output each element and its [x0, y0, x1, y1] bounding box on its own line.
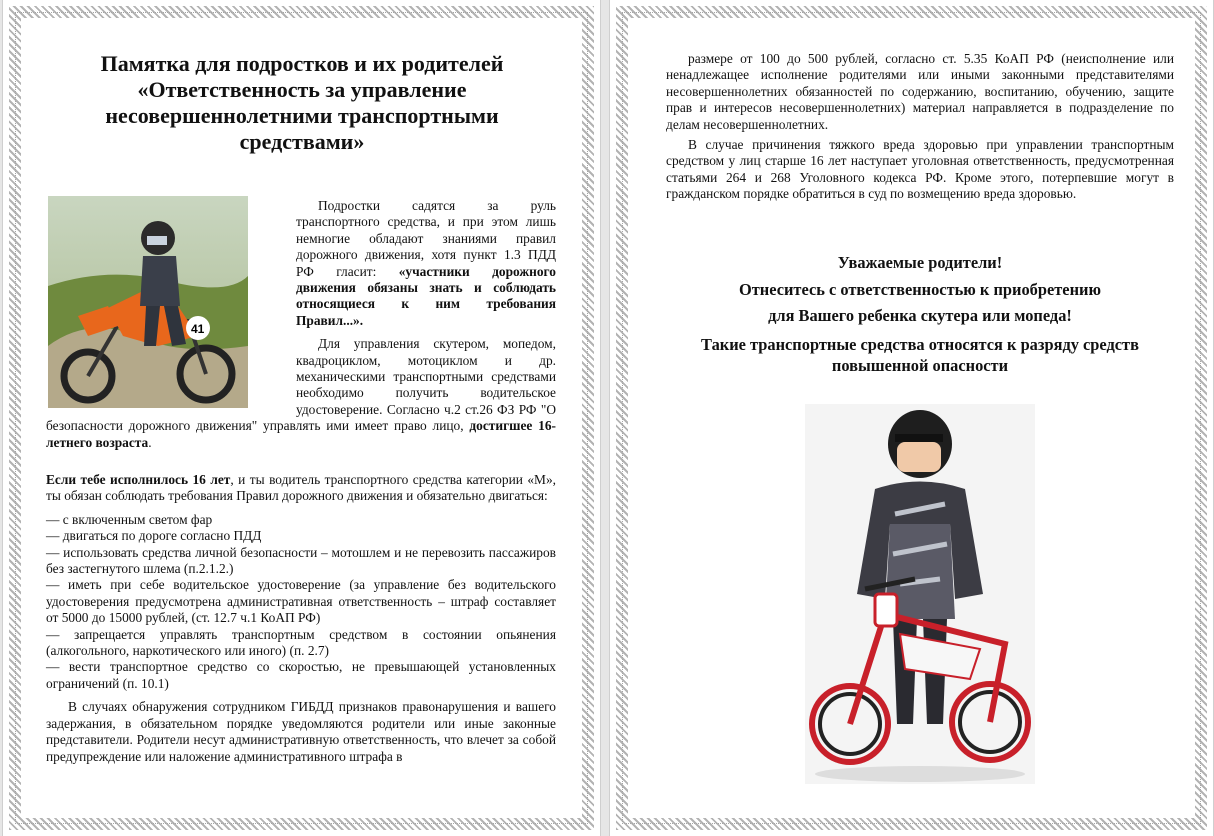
appeal-heading: Уважаемые родители!	[837, 253, 1003, 272]
list-item: — двигаться по дороге согласно ПДД	[46, 528, 262, 544]
list-item: — вести транспортное средство со скоростью, не превышающей установленных ограничений (п. 10.1)	[46, 659, 556, 691]
rules-section	[46, 472, 556, 765]
svg-text:41: 41	[191, 322, 205, 336]
photo-child-on-dirt-bike	[48, 196, 248, 408]
list-item: — использовать средства личной безопасности – мотошлем и не перевозить пассажиров без застегнутого шлема (п.2.1.2.)	[46, 544, 556, 577]
intro-quote: «участники дорожного движения обязаны знать и соблюдать относящиеся к ним требования Правил...».	[296, 263, 556, 328]
parents-appeal	[666, 250, 1174, 376]
list-item: — запрещается управлять транспортным средством в состоянии опьянения (алкогольного, наркотического или иного) (п. 2.7)	[46, 626, 556, 659]
criminal-liability-paragraph: В случае причинения тяжкого вреда здоровью при управлении транспортным средством у лиц старше 16 лет наступает уголовная ответственность, предусмотренная статьями 264 и 268 Уголовного кодекса РФ. Кроме этого, потерпевшие могут в гражданском порядке обратиться в суд по возмещению вреда здоровью.	[666, 137, 1174, 202]
period: .	[148, 434, 152, 450]
continuation-section	[666, 51, 1174, 203]
title-line: средствами»	[239, 129, 365, 154]
rules-intro: , и ты водитель транспортного средства категории «М», ты обязан соблюдать требования Правил дорожного движения и обязательно двигаться:	[46, 472, 556, 504]
closing-paragraph: В случаях обнаружения сотрудником ГИБДД признаков правонарушения и вашего задержания, в обязательном порядке уведомляются родители или иные законные представители. Родители несут административную ответственность, что влечет за собой предупреждение или наложение административного штрафа в	[46, 699, 556, 764]
intro-text: Подростки садятся за руль транспортного средства, и при этом лишь немногие обладают знаниями правил дорожного движения, хотя пункт 1.3 ПДД РФ гласит:	[296, 198, 556, 279]
appeal-line: Отнеситесь с ответственностью к приобретению	[738, 279, 1101, 299]
age-requirement: достигшее 16-летнего возраста	[46, 418, 556, 450]
photo-child-with-electric-bike	[805, 404, 1035, 784]
appeal-line: Такие транспортные средства относятся к разряду средств повышенной опасности	[701, 334, 1139, 375]
title-line: Памятка для подростков и их родителей	[100, 51, 504, 76]
appeal-line: для Вашего ребенка скутера или мопеда!	[768, 306, 1072, 325]
title-line: «Ответственность за управление	[137, 77, 467, 102]
list-item: — иметь при себе водительское удостоверение (за управление без водительского удостоверения предусмотрена административная ответственность – штраф составляет от 5000 до 15000 рублей, (ст. 12.7 ч.1 КоАП РФ)	[46, 577, 556, 626]
list-item: — с включенным светом фар	[46, 511, 213, 527]
title-line: несовершеннолетними транспортными	[105, 103, 499, 128]
page-title	[48, 51, 556, 155]
license-text: Для управления скутером, мопедом, квадроциклом, мотоциклом и др. механическими транспортными средствами необходимо получить водительское удостоверение. Согласно ч.2 ст.26 ФЗ РФ "О безопасности дорожного движения" управлять ими имеет право лицо,	[46, 336, 556, 434]
intro-section	[46, 198, 556, 451]
rules-heading: Если тебе исполнилось 16 лет	[46, 472, 231, 487]
fine-paragraph: размере от 100 до 500 рублей, согласно ст. 5.35 КоАП РФ (неисполнение или ненадлежащее исполнение родителями или иными законными представителями несовершеннолетних обязанностей по содержанию, воспитанию, обучению, защите прав и интересов несовершеннолетних) материал направляется в подразделение по делам несовершеннолетних.	[666, 51, 1174, 132]
